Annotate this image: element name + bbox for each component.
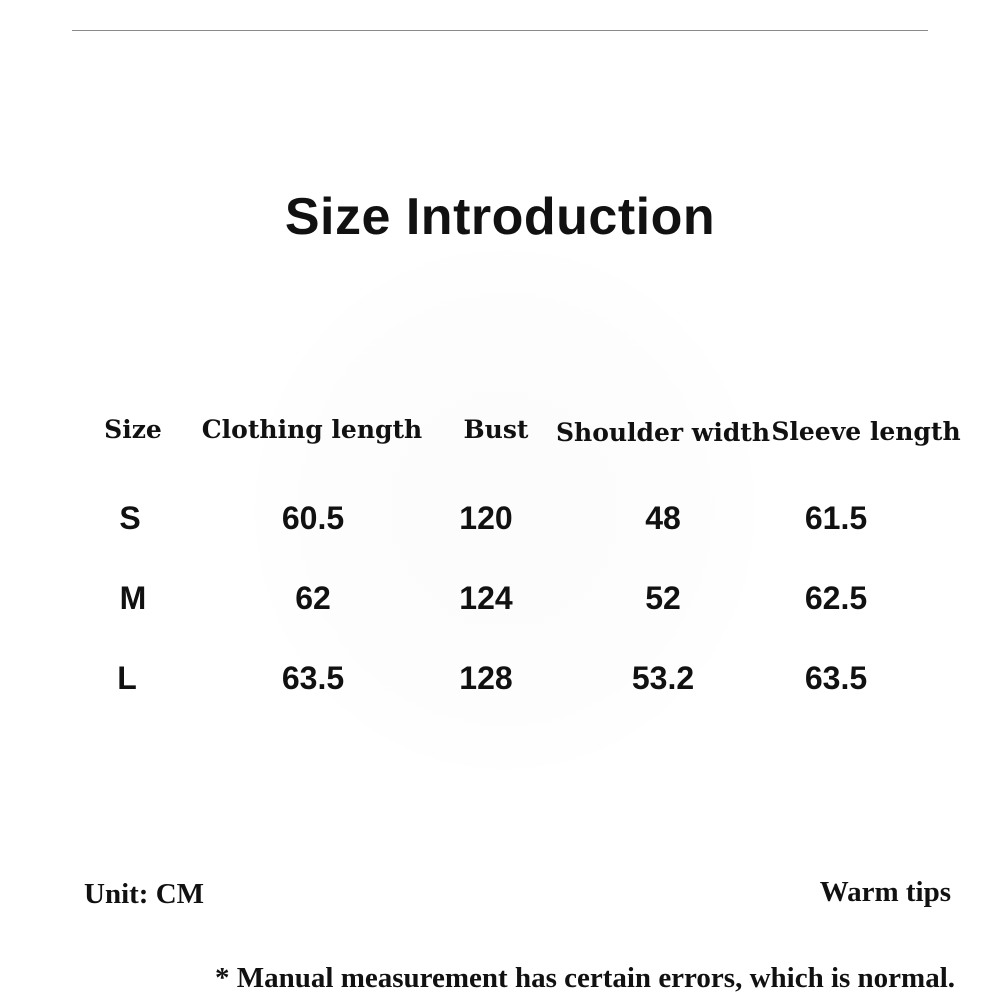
cell-bust: 124 [459, 580, 513, 616]
cell-sleeve-length: 63.5 [804, 660, 868, 696]
header-bust: Bust [463, 415, 529, 444]
cell-sleeve-length: 62.5 [804, 580, 868, 616]
unit-label: Unit: CM [84, 878, 205, 910]
cell-sleeve-length: 61.5 [804, 500, 868, 536]
measurement-note: * Manual measurement has certain errors, which is normal. [215, 962, 955, 994]
cell-size: L [117, 660, 137, 696]
cell-bust: 128 [459, 660, 513, 696]
header-size: Size [104, 415, 162, 444]
top-divider [72, 30, 928, 31]
header-clothing-length: Clothing length [201, 415, 423, 444]
cell-clothing-length: 63.5 [281, 660, 345, 696]
header-shoulder-width: Shoulder width [555, 418, 771, 447]
cell-clothing-length: 60.5 [281, 500, 345, 536]
cell-shoulder-width: 48 [645, 500, 681, 536]
cell-size: M [119, 580, 147, 616]
cell-clothing-length: 62 [295, 580, 331, 616]
cell-bust: 120 [459, 500, 513, 536]
cell-shoulder-width: 52 [645, 580, 681, 616]
cell-shoulder-width: 53.2 [631, 660, 695, 696]
warm-tips-label: Warm tips [819, 876, 951, 908]
header-sleeve-length: Sleeve length [771, 417, 961, 446]
cell-size: S [119, 500, 141, 536]
page-title: Size Introduction [284, 188, 716, 246]
